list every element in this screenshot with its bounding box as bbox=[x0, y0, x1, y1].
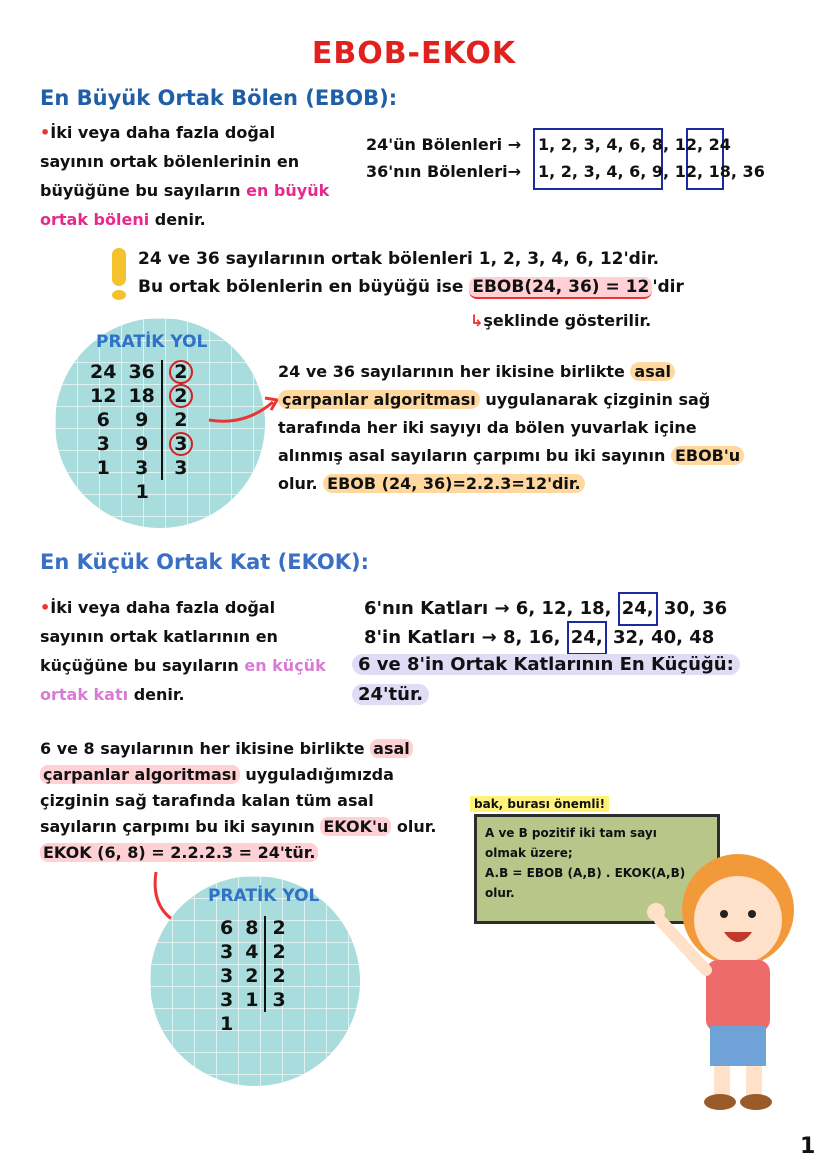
page-number: 1 bbox=[800, 1134, 816, 1159]
ekok-division-table: 6 8 2 3 4 2 3 2 2 3 1 3 1 bbox=[214, 916, 292, 1036]
ekok-explanation: 6 ve 8 sayılarının her ikisine birlikte asal çarpanlar algoritması uyguladığımızda çizginin sağ tarafında kalan tüm asal sayıların çarpımı bu iki sayının EKOK'u olur. EKOK (6, 8) = 2.2.2.3 = 24'tür. bbox=[40, 739, 437, 862]
ebob-explanation: 24 ve 36 sayılarının her ikisine birlikte asal çarpanlar algoritması uygulanarak çizginin sağ tarafında her iki sayıyı da bölen yuvarlak içine alınmış asal sayıların çarpımı bu iki sayının EBOB'u olur. EBOB (24, 36)=2.2.3=12'dir. bbox=[278, 358, 798, 498]
ebob-division-table: 24 36 2 12 18 2 6 9 2 3 9 3 1 3 3 1 bbox=[84, 360, 199, 504]
divisors-24-row: 24'ün Bölenleri → bbox=[366, 135, 522, 154]
arrow-icon bbox=[205, 390, 285, 430]
divisors-36-row: 36'nın Bölenleri→ bbox=[366, 162, 522, 181]
note-line-1: 24 ve 36 sayılarının ortak bölenleri 1, 2, 3, 4, 6, 12'dir. bbox=[138, 249, 660, 269]
ebob-definition: •İki veya daha fazla doğal sayının ortak bölenlerinin en büyüğüne bu sayıların en büyük ortak böleni denir. bbox=[40, 123, 330, 229]
divisors-24-values: 1, 2, 3, 4, 6, 8, 12, 24 bbox=[538, 135, 731, 154]
page-title: EBOB-EKOK bbox=[311, 36, 517, 71]
chalkboard: A ve B pozitif iki tam sayı olmak üzere; A.B = EBOB (A,B) . EKOK(A,B) olur. bbox=[474, 814, 720, 924]
sticky-note: bak, burası önemli! bbox=[470, 796, 609, 812]
multiples-6-row: 6'nın Katları → 6, 12, 18, 24, 30, 36 bbox=[364, 592, 727, 626]
exclamation-icon bbox=[112, 248, 126, 286]
ekok-heading: En Küçük Ortak Kat (EKOK): bbox=[40, 550, 370, 574]
divisors-36-values: 1, 2, 3, 4, 6, 9, 12, 18, 36 bbox=[538, 162, 765, 181]
cartoon-boy-illustration bbox=[640, 840, 820, 1120]
lcm-result-value: 24'tür. bbox=[352, 680, 429, 710]
note-line-3: ↳şeklinde gösterilir. bbox=[470, 311, 652, 330]
note-line-2: Bu ortak bölenlerin en büyüğü ise EBOB(24, 36) = 12 'dir bbox=[138, 277, 684, 297]
multiples-8-row: 8'in Katları → 8, 16, 24, 32, 40, 48 bbox=[364, 621, 714, 655]
ekok-definition: •İki veya daha fazla doğal sayının ortak katlarının en küçüğüne bu sayıların en küçük ortak katı denir. bbox=[40, 598, 326, 704]
exclamation-dot-icon bbox=[112, 290, 126, 300]
lcm-result: 6 ve 8'in Ortak Katlarının En Küçüğü: bbox=[352, 650, 740, 680]
ebob-heading: En Büyük Ortak Bölen (EBOB): bbox=[40, 86, 398, 110]
pratik-yol-label: PRATİK YOL bbox=[96, 332, 208, 352]
pratik-yol-label-2: PRATİK YOL bbox=[208, 886, 320, 906]
